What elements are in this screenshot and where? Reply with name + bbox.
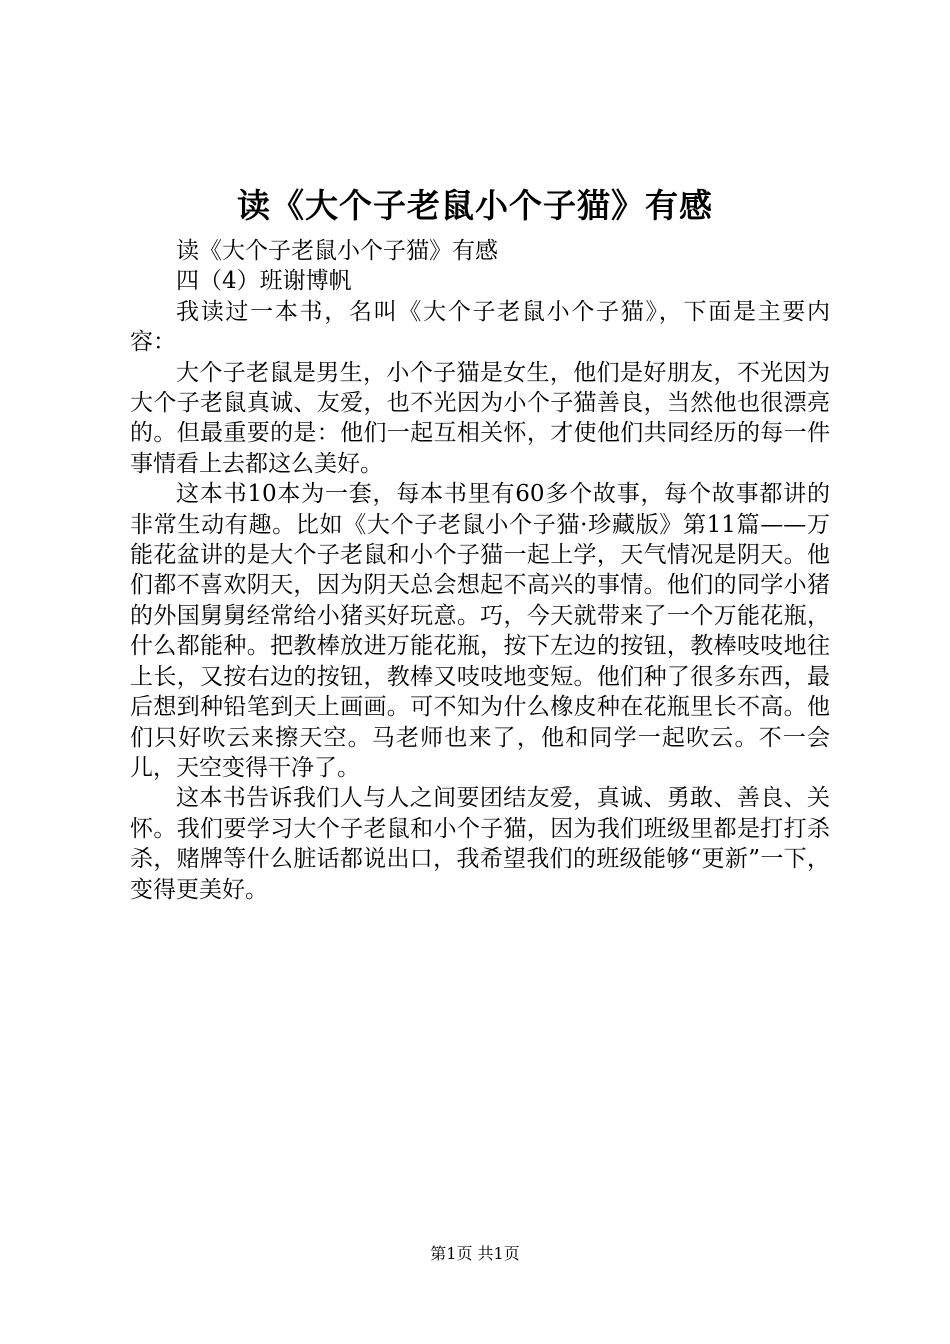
document-body — [130, 236, 830, 905]
paragraph-story: 这本书10本为一套，每本书里有60多个故事，每个故事都讲的非常生动有趣。比如《大个子老鼠小个子猫·珍藏版》第11篇——万能花盆讲的是大个子老鼠和小个子猫一起上学，天气情况是阴天。他们都不喜欢阴天，因为阴天总会想起不高兴的事情。他们的同学小猪的外国舅舅经常给小猪买好玩意。巧，今天就带来了一个万能花瓶，什么都能种。把教棒放进万能花瓶，按下左边的按钮，教棒吱吱地往上长，又按右边的按钮，教棒又吱吱地变短。他们种了很多东西，最后想到种铅笔到天上画画。可不知为什么橡皮种在花瓶里长不高。他们只好吹云来擦天空。马老师也来了，他和同学一起吹云。不一会儿，天空变得干净了。 — [130, 481, 830, 781]
paragraph-characters: 大个子老鼠是男生，小个子猫是女生，他们是好朋友，不光因为大个子老鼠真诚、友爱，也不光因为小个子猫善良，当然他也很漂亮的。但最重要的是：他们一起互相关怀，才使他们共同经历的每一件事情看上去都这么美好。 — [130, 359, 830, 477]
page-footer: 第1页 共1页 — [430, 1244, 520, 1263]
document-title: 读《大个子老鼠小个子猫》有感 — [237, 186, 713, 225]
paragraph-subtitle: 读《大个子老鼠小个子猫》有感 — [176, 238, 498, 264]
paragraph-conclusion: 这本书告诉我们人与人之间要团结友爱，真诚、勇敢、善良、关怀。我们要学习大个子老鼠和小个子猫，因为我们班级里都是打打杀杀，赌牌等什么脏话都说出口，我希望我们的班级能够“更新”一下，变得更美好。 — [130, 785, 830, 903]
paragraph-author: 四（4）班谢博帆 — [176, 268, 352, 295]
paragraph-intro: 我读过一本书，名叫《大个子老鼠小个子猫》，下面是主要内容： — [130, 298, 830, 356]
